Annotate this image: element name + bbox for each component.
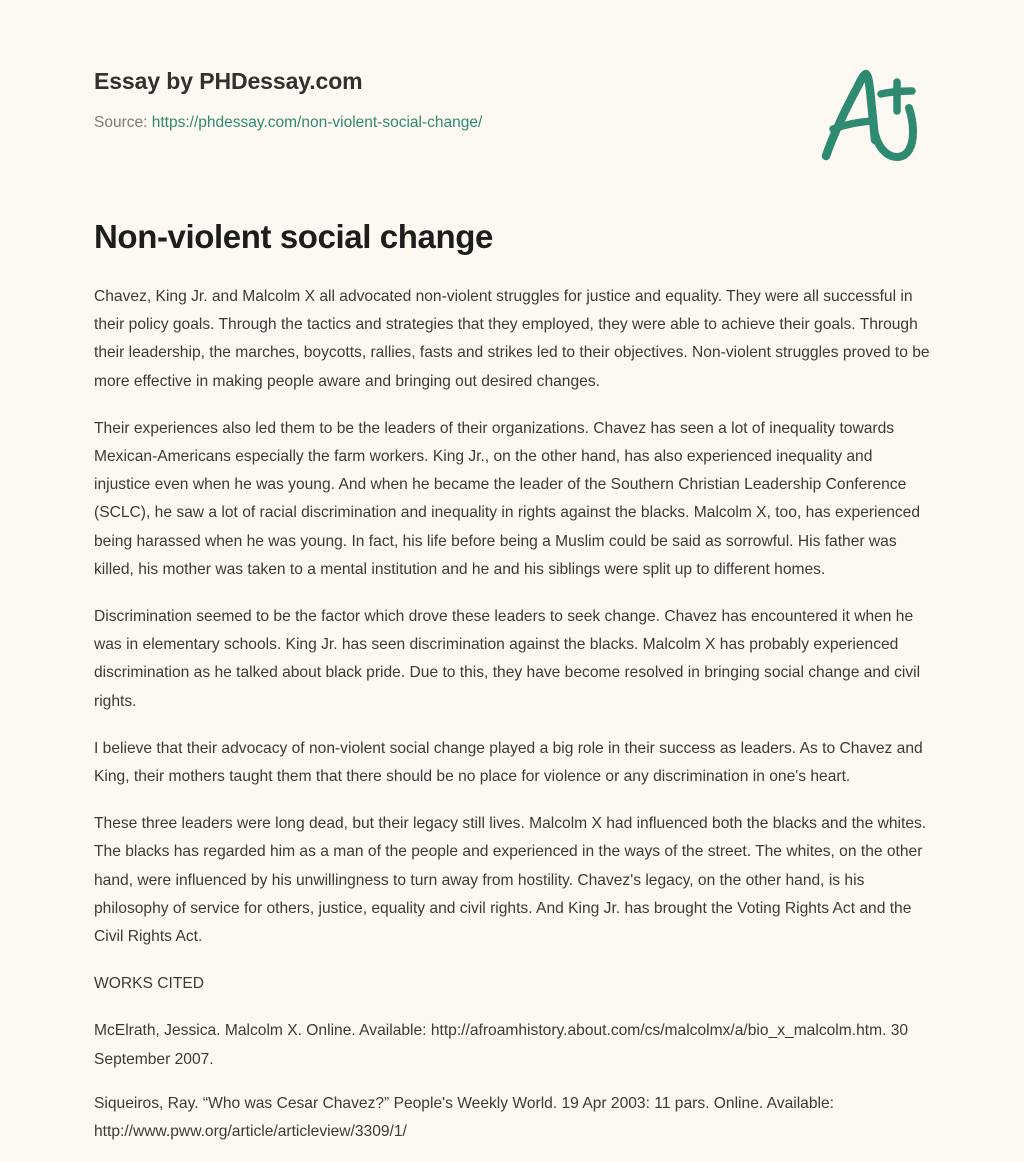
essay-body — [94, 283, 932, 1162]
brand-title: Essay by PHDessay.com — [94, 68, 363, 94]
source-url-link[interactable]: https://phdessay.com/non-violent-social-change/ — [151, 113, 483, 131]
paragraph: These three leaders were long dead, but their legacy still lives. Malcolm X had influenced both the blacks and the whites. The blacks has regarded him as a man of the people and experienced in the ways of the street. The whites, on the other hand, were influenced by his unwillingness to turn away from hostility. Chavez's legacy, on the other hand, is his philosophy of service for others, justice, equality and civil rights. And King Jr. has brought the Voting Rights Act and the Civil Rights Act. — [94, 815, 927, 946]
source-line — [94, 113, 930, 133]
paragraph: I believe that their advocacy of non-violent social change played a big role in their success as leaders. As to Chavez and King, their mothers taught them that there should be no place for violence or any discrimination in one's heart. — [94, 739, 923, 786]
paragraph: Chavez, King Jr. and Malcolm X all advocated non-violent struggles for justice and equality. They were all successful in their policy goals. Through the tactics and strategies that they employed, they were able to achieve their goals. Through their leadership, the marches, boycotts, rallies, fasts and strikes led to their objectives. Non-violent struggles proved to be more effective in making people aware and bringing out desired changes. — [94, 288, 930, 390]
source-label: Source: — [94, 113, 148, 131]
page-title: Non-violent social change — [94, 218, 493, 255]
a-plus-logo-icon — [812, 62, 922, 170]
paragraph: Discrimination seemed to be the factor which drove these leaders to seek change. Chavez has encountered it when he was in elementary schools. King Jr. has seen discrimination against the blacks. Malcolm X has probably experienced discrimination as he talked about black pride. Due to this, they have become resolved in bringing social change and civil rights. — [94, 608, 921, 710]
paragraph: Their experiences also led them to be the leaders of their organizations. Chavez has seen a lot of inequality towards Mexican-Americans especially the farm workers. King Jr., on the other hand, has also experienced inequality and injustice even when he was young. And when he became the leader of the Southern Christian Leadership Conference (SCLC), he saw a lot of racial discrimination and inequality in rights against the blacks. Malcolm X, too, has experienced being harassed when he was young. In fact, his life before being a Muslim could be said as sorrowful. His father was killed, his mother was taken to a mental institution and he and his siblings were split up to different homes. — [94, 419, 921, 578]
works-cited-heading: WORKS CITED — [94, 975, 205, 993]
page-header — [94, 68, 930, 133]
citation-entry: McElrath, Jessica. Malcolm X. Online. Available: http://afroamhistory.about.com/cs/malcolmx/a/bio_x_malcolm.htm. 30 September 2007. — [94, 1022, 909, 1068]
citation-entry: Siqueiros, Ray. “Who was Cesar Chavez?” People's Weekly World. 19 Apr 2003: 11 pars. Online. Available: http://www.pww.org/article/articleview/3309/1/ — [94, 1094, 835, 1141]
